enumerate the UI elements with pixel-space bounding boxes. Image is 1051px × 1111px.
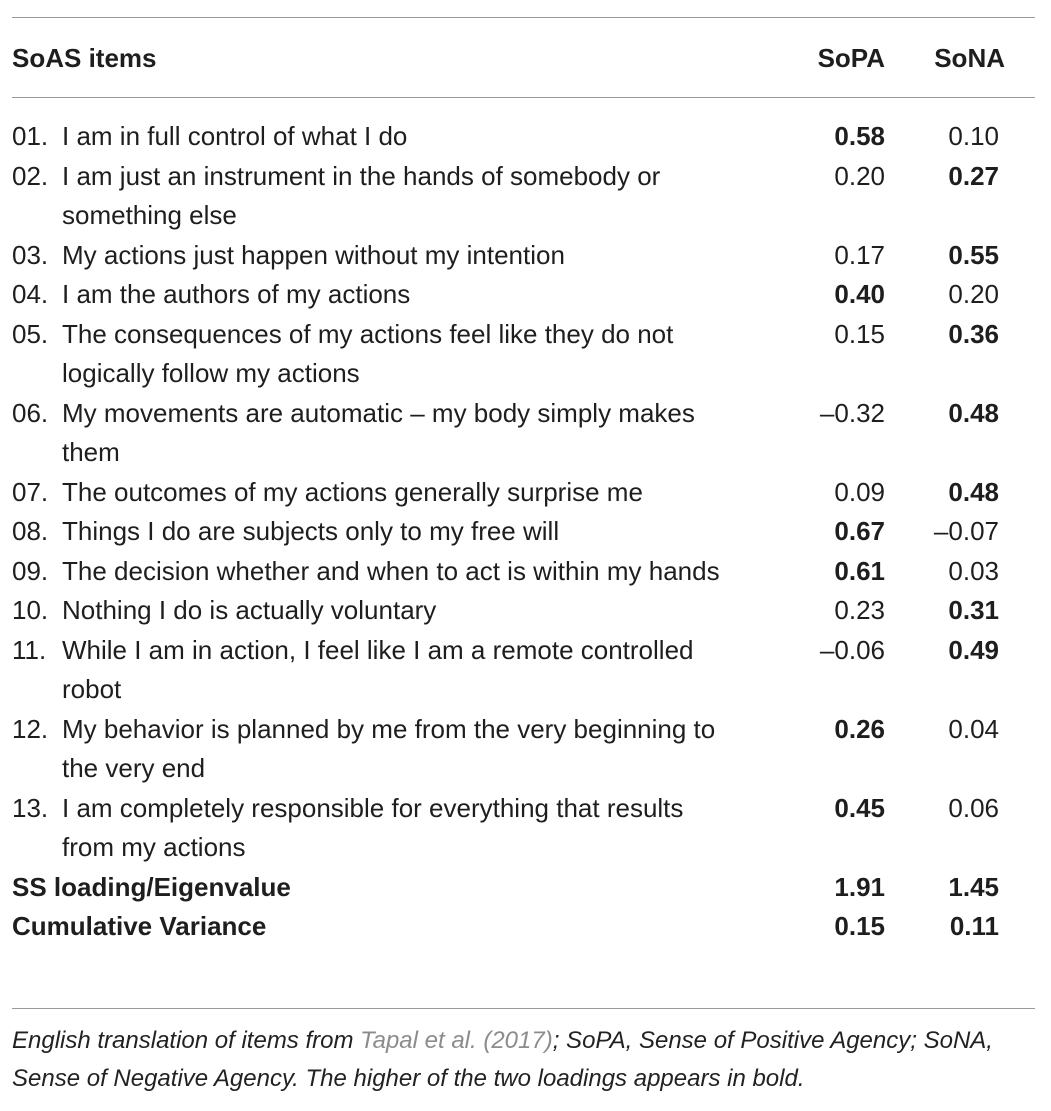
sopa-loading: –0.06 [819, 634, 885, 665]
sopa-loading: 0.58 [834, 121, 885, 151]
sona-loading: 0.55 [948, 239, 999, 270]
item-cell [12, 512, 747, 552]
table-row [12, 552, 1035, 592]
item-text: I am completely responsible for everything that results from my actions [62, 792, 684, 862]
table-body [12, 97, 1035, 947]
table-row [12, 710, 1035, 789]
summary-sopa: 0.15 [834, 911, 885, 941]
item-number: 02. [12, 160, 49, 191]
item-text: My actions just happen without my intention [62, 239, 565, 270]
item-number: 13. [12, 792, 49, 823]
table-row [12, 315, 1035, 394]
item-text: Nothing I do is actually voluntary [62, 595, 437, 625]
footnote-suffix: ; SoPA, Sense of Positive Agency; SoNA, Sense of Negative Agency. The higher of the two loadings appears in bold. [12, 1027, 993, 1092]
sopa-loading: 0.20 [834, 160, 885, 191]
item-cell [12, 394, 747, 473]
header-row [12, 20, 1035, 97]
sona-loading: –0.07 [933, 516, 999, 546]
summary-sona: 0.11 [949, 911, 999, 941]
summary-row [12, 868, 1035, 908]
item-number: 12. [12, 713, 49, 744]
summary-sona: 1.45 [948, 871, 999, 902]
table-row [12, 236, 1035, 276]
item-text: The outcomes of my actions generally surprise me [62, 476, 643, 507]
sopa-loading: 0.17 [834, 239, 885, 270]
sona-loading: 0.27 [948, 160, 999, 191]
footnote-reference-link[interactable]: Tapal et al. (2017) [360, 1027, 553, 1054]
item-number: 05. [12, 318, 49, 349]
sopa-loading: 0.09 [834, 476, 885, 507]
item-text: The decision whether and when to act is within my hands [62, 555, 720, 586]
sona-loading: 0.48 [948, 397, 999, 428]
summary-label: Cumulative Variance [12, 911, 267, 941]
sopa-loading: 0.67 [834, 516, 885, 546]
header-sopa: SoPA [817, 42, 885, 73]
table-row [12, 591, 1035, 631]
sona-loading: 0.48 [948, 476, 999, 507]
table-row [12, 275, 1035, 315]
summary-label: SS loading/Eigenvalue [12, 871, 291, 902]
sopa-loading: 0.26 [834, 713, 885, 744]
item-cell [12, 157, 747, 236]
item-cell [12, 117, 747, 157]
sopa-loading: –0.32 [819, 397, 885, 428]
item-cell [12, 631, 747, 710]
item-number: 11. [12, 634, 47, 665]
item-text: Things I do are subjects only to my free will [62, 516, 560, 546]
header-spacer [12, 97, 1035, 117]
sopa-loading: 0.23 [834, 595, 885, 625]
item-text: I am the authors of my actions [62, 279, 411, 309]
sopa-loading: 0.40 [834, 279, 885, 309]
table-row [12, 789, 1035, 868]
summary-row [12, 907, 1035, 947]
sopa-loading: 0.15 [834, 318, 885, 349]
table-bottom-rule [12, 1008, 1035, 1009]
item-number: 03. [12, 239, 49, 270]
table-row [12, 117, 1035, 157]
sopa-loading: 0.61 [834, 555, 885, 586]
summary-sopa: 1.91 [834, 871, 885, 902]
table-top-rule [12, 17, 1035, 18]
sona-loading: 0.04 [948, 713, 999, 744]
item-number: 07. [12, 476, 49, 507]
footnote-prefix: English translation of items from [12, 1027, 361, 1054]
item-cell [12, 710, 747, 789]
item-number: 06. [12, 397, 49, 428]
table-row [12, 394, 1035, 473]
header-sona: SoNA [934, 42, 1005, 73]
item-cell [12, 552, 747, 592]
item-text: The consequences of my actions feel like they do not logically follow my actions [62, 318, 674, 388]
item-cell [12, 789, 747, 868]
item-cell [12, 315, 747, 394]
item-cell [12, 275, 747, 315]
item-text: While I am in action, I feel like I am a remote controlled robot [62, 634, 694, 704]
sona-loading: 0.06 [948, 792, 999, 823]
item-text: My movements are automatic – my body simply makes them [62, 397, 695, 467]
header-soas-items: SoAS items [12, 42, 157, 73]
item-cell [12, 591, 747, 631]
table-footnote [12, 1022, 1035, 1098]
table-row [12, 512, 1035, 552]
sona-loading: 0.31 [948, 595, 999, 625]
table-row [12, 473, 1035, 513]
sona-loading: 0.20 [948, 279, 999, 309]
item-number: 01. [12, 121, 49, 151]
item-number: 10. [12, 595, 49, 625]
sopa-loading: 0.45 [834, 792, 885, 823]
item-number: 04. [12, 279, 49, 309]
table-row [12, 631, 1035, 710]
item-cell [12, 473, 747, 513]
table-row [12, 157, 1035, 236]
item-text: I am in full control of what I do [62, 121, 408, 151]
sona-loading: 0.49 [948, 634, 999, 665]
item-cell [12, 236, 747, 276]
item-text: My behavior is planned by me from the very beginning to the very end [62, 713, 716, 783]
item-number: 08. [12, 516, 49, 546]
item-number: 09. [12, 555, 49, 586]
sona-loading: 0.10 [948, 121, 999, 151]
item-text: I am just an instrument in the hands of somebody or something else [62, 160, 661, 230]
sona-loading: 0.03 [948, 555, 999, 586]
sona-loading: 0.36 [948, 318, 999, 349]
factor-loadings-table [12, 20, 1035, 947]
